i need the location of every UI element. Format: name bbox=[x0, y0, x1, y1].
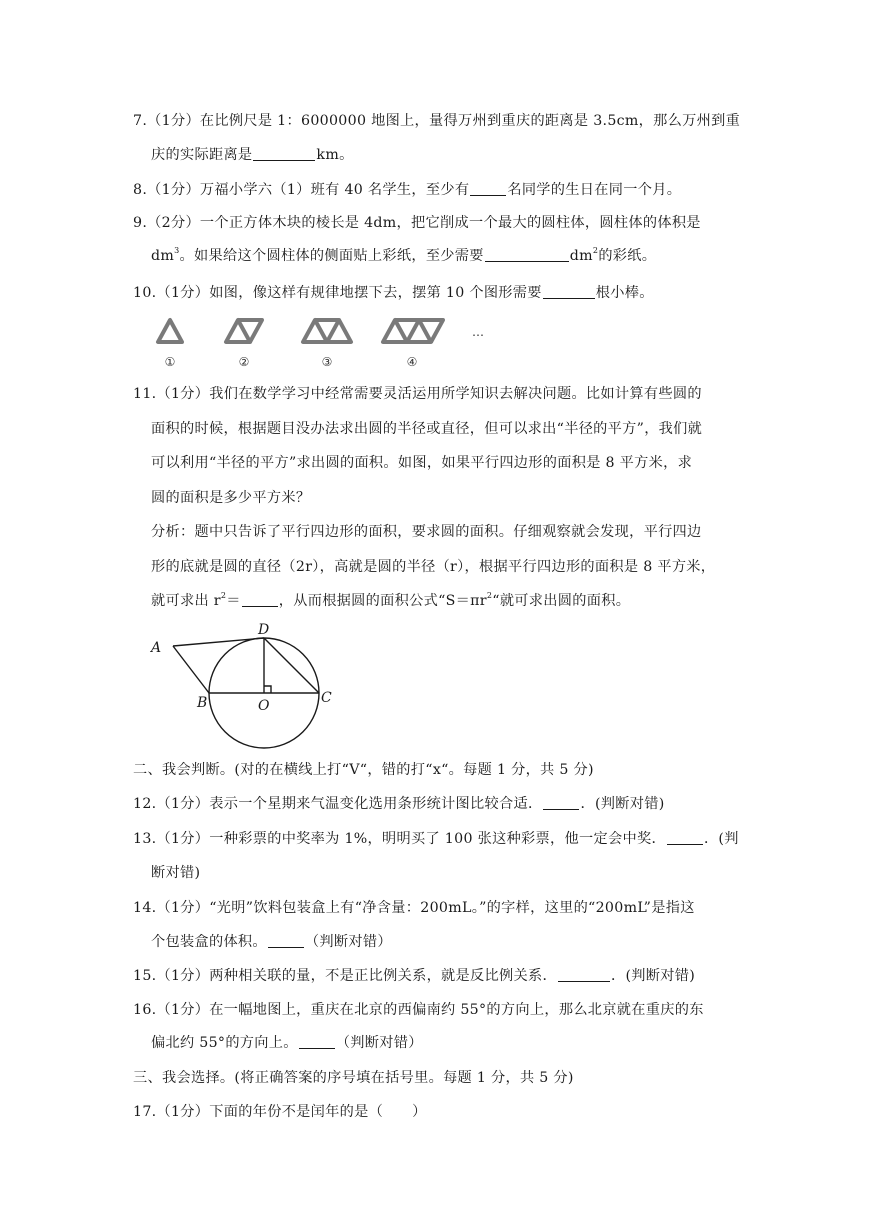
q15-line bbox=[133, 966, 695, 986]
q11-line6: 形的底就是圆的直径（2r），高就是圆的半径（r），根据平行四边形的面积是 8 平方米， bbox=[151, 559, 716, 575]
q9-line2 bbox=[151, 246, 656, 266]
section2-heading: 二、我会判断。(对的在横线上打“V“，错的打“x“。每题 1 分，共 5 分) bbox=[133, 762, 594, 778]
q10-fig3-triangle-a bbox=[303, 320, 327, 342]
q9-unit2: dm bbox=[569, 248, 593, 264]
q13-text-b: ．(判 bbox=[703, 831, 739, 847]
q13-line1 bbox=[133, 829, 739, 849]
q10-stick-figure bbox=[150, 312, 510, 374]
q16-answer-blank[interactable] bbox=[299, 1034, 335, 1049]
q11-label-A: A bbox=[151, 640, 162, 656]
q11-label-C: C bbox=[321, 690, 332, 706]
q11-answer-blank[interactable] bbox=[242, 592, 278, 607]
q13-line2: 断对错) bbox=[151, 865, 201, 881]
q10-label-4: ④ bbox=[406, 355, 418, 369]
q7-line2 bbox=[151, 145, 354, 165]
q11-equals: ＝ bbox=[226, 593, 241, 609]
q9-line1: 9.（2分）一个正方体木块的棱长是 4dm，把它削成一个最大的圆柱体，圆柱体的体积是 bbox=[133, 215, 701, 231]
q11-line5: 分析：题中只告诉了平行四边形的面积，要求圆的面积。仔细观察就会发现，平行四边 bbox=[151, 524, 702, 540]
q7-line1: 7.（1分）在比例尺是 1：6000000 地图上，量得万州到重庆的距离是 3.5cm，那么万州到重 bbox=[133, 113, 741, 129]
q7-unit: km。 bbox=[316, 147, 354, 163]
q9-sup2: 2 bbox=[592, 246, 599, 255]
q14-line1: 14.（1分）“光明”饮料包装盒上有“净含量：200mL。”的字样，这里的“200mL”是指这 bbox=[133, 900, 695, 916]
q10-line bbox=[133, 283, 654, 303]
q11-line7 bbox=[151, 591, 630, 611]
q11-right-angle-mark bbox=[264, 686, 271, 693]
q11-text-a: 就可求出 r bbox=[151, 593, 221, 609]
q11-label-O: O bbox=[258, 698, 270, 714]
q11-line2: 面积的时候，根据题目没办法求出圆的半径或直径，但可以求出“半径的平方”，我们就 bbox=[151, 421, 703, 437]
q10-ellipsis: … bbox=[472, 325, 484, 339]
q9-text-d: 的彩纸。 bbox=[598, 248, 657, 264]
q16-line1: 16.（1分）在一幅地图上，重庆在北京的西偏南约 55°的方向上，那么北京就在重庆的东 bbox=[133, 1002, 704, 1018]
q14-text-a: 个包装盒的体积。 bbox=[151, 934, 267, 950]
q11-geometry-figure bbox=[145, 622, 345, 752]
q11-line3: 可以利用“半径的平方”求出圆的面积。如图，如果平行四边形的面积是 8 平方米，求 bbox=[151, 455, 693, 471]
q16-text-b: （判断对错） bbox=[335, 1035, 423, 1051]
q11-text-c: ，从而根据圆的面积公式“S＝πr bbox=[278, 593, 487, 609]
q9-unit1: dm bbox=[151, 248, 175, 264]
q11-text-d: “就可求出圆的面积。 bbox=[492, 593, 631, 609]
q11-sup-r2-formula: 2 bbox=[486, 591, 493, 600]
q13-text-a: 13.（1分）一种彩票的中奖率为 1%，明明买了 100 张这种彩票，他一定会中奖． bbox=[133, 831, 666, 847]
q15-answer-blank[interactable] bbox=[558, 967, 610, 982]
q11-sup-r2: 2 bbox=[220, 591, 227, 600]
q8-text-a: 8.（1分）万福小学六（1）班有 40 名学生，至少有 bbox=[133, 182, 470, 198]
q16-text-a: 偏北约 55°的方向上。 bbox=[151, 1035, 298, 1051]
q12-text-b: ．(判断对错) bbox=[580, 796, 665, 812]
q14-line2 bbox=[151, 932, 392, 952]
q15-text-b: ．(判断对错) bbox=[610, 968, 696, 984]
q11-segment-DC bbox=[264, 638, 319, 693]
q10-fig4-triangle-a bbox=[383, 320, 407, 342]
q10-label-3: ③ bbox=[321, 355, 333, 369]
q9-sup1: 3 bbox=[174, 246, 180, 255]
q8-text-b: 名同学的生日在同一个月。 bbox=[507, 182, 682, 198]
q12-text-a: 12.（1分）表示一个星期来气温变化选用条形统计图比较合适． bbox=[133, 796, 543, 812]
q17-line: 17.（1分）下面的年份不是闰年的是（ ） bbox=[133, 1104, 427, 1120]
q10-fig2-triangle-a bbox=[226, 320, 250, 342]
q7-text: 庆的实际距离是 bbox=[151, 147, 253, 163]
q10-label-1: ① bbox=[164, 355, 176, 369]
q7-answer-blank[interactable] bbox=[253, 146, 315, 161]
q9-text-b: 。如果给这个圆柱体的侧面贴上彩纸，至少需要 bbox=[179, 248, 484, 264]
q16-line2 bbox=[151, 1033, 423, 1053]
q11-line1: 11.（1分）我们在数学学习中经常需要灵活运用所学知识去解决问题。比如计算有些圆的 bbox=[133, 386, 702, 402]
q15-text-a: 15.（1分）两种相关联的量，不是正比例关系，就是反比例关系． bbox=[133, 968, 557, 984]
q10-text-a: 10.（1分）如图，像这样有规律地摆下去，摆第 10 个图形需要 bbox=[133, 285, 542, 301]
q14-answer-blank[interactable] bbox=[268, 933, 304, 948]
q11-label-B: B bbox=[197, 695, 208, 711]
q9-answer-blank[interactable] bbox=[485, 247, 569, 262]
q10-label-2: ② bbox=[238, 355, 250, 369]
q12-answer-blank[interactable] bbox=[543, 795, 579, 810]
q14-text-b: （判断对错） bbox=[304, 934, 392, 950]
q10-answer-blank[interactable] bbox=[543, 284, 595, 299]
q10-fig1-triangle bbox=[158, 320, 182, 342]
q11-label-D: D bbox=[258, 622, 270, 638]
q13-answer-blank[interactable] bbox=[667, 830, 703, 845]
q8-line bbox=[133, 180, 681, 200]
section3-heading: 三、我会选择。(将正确答案的序号填在括号里。每题 1 分，共 5 分) bbox=[133, 1070, 574, 1086]
q8-answer-blank[interactable] bbox=[470, 181, 506, 196]
q11-segment-AB bbox=[173, 646, 209, 693]
q12-line bbox=[133, 794, 665, 814]
q11-segment-AD bbox=[173, 638, 264, 646]
q10-text-b: 根小棒。 bbox=[595, 285, 654, 301]
q11-line4: 圆的面积是多少平方米？ bbox=[151, 490, 311, 506]
